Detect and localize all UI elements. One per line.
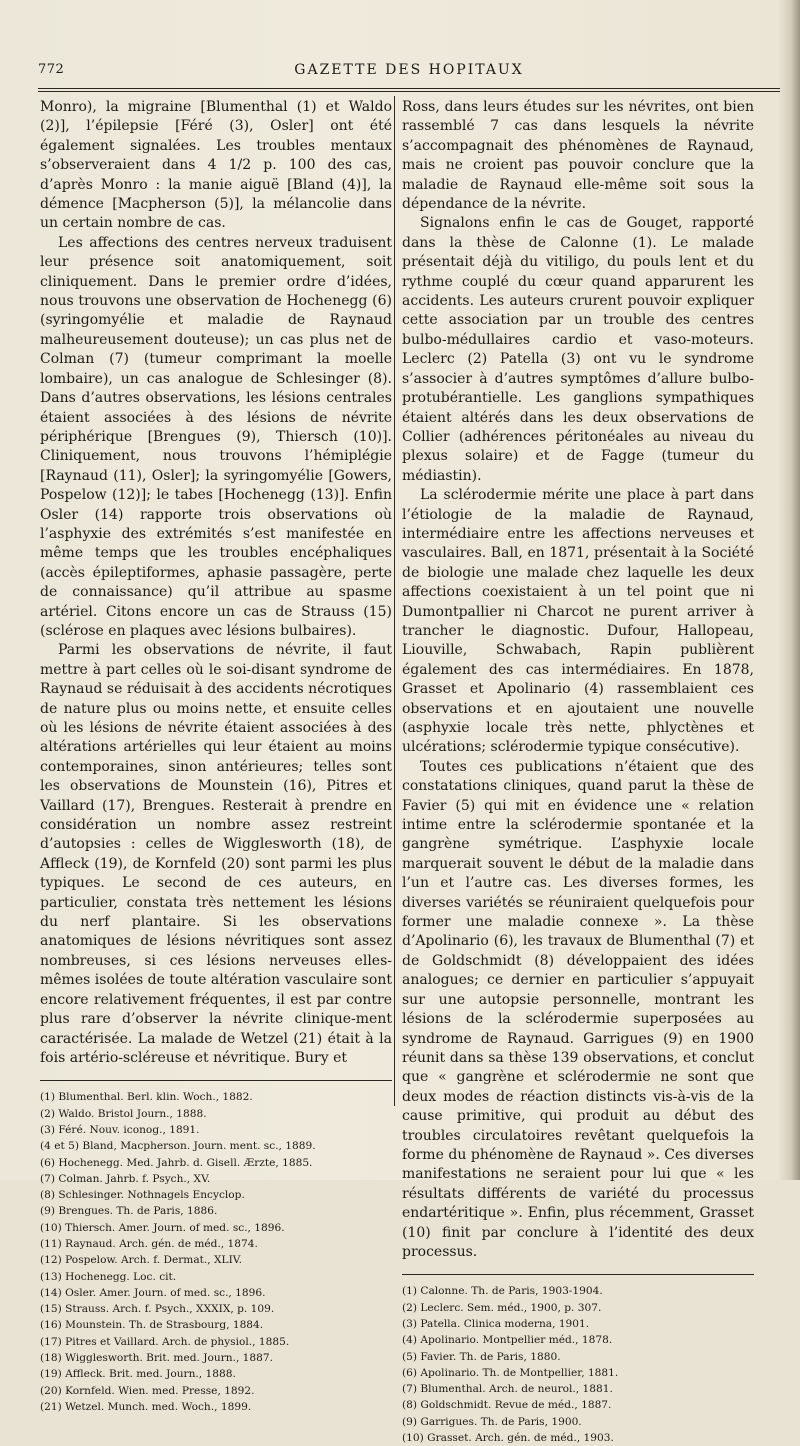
footnote: (8) Schlesinger. Nothnagels Encyclop. bbox=[40, 1189, 245, 1202]
footnote: (1) Blumenthal. Berl. klin. Woch., 1882. bbox=[40, 1091, 253, 1104]
footnote: (10) Thiersch. Amer. Journ. of med. sc., 1896. bbox=[40, 1221, 285, 1234]
footnote: (9) Garrigues. Th. de Paris, 1900. bbox=[402, 1415, 582, 1428]
footnote: (11) Raynaud. Arch. gén. de méd., 1874. bbox=[40, 1237, 258, 1250]
footnote: (14) Osler. Amer. Journ. of med. sc., 1896. bbox=[40, 1286, 266, 1299]
footnote: (13) Hochenegg. Loc. cit. bbox=[40, 1270, 177, 1283]
footnotes-right bbox=[402, 1283, 754, 1446]
footnote: (7) Colman. Jahrb. f. Psych., XV. bbox=[40, 1172, 211, 1185]
footnote: (19) Affleck. Brit. med. Journ., 1888. bbox=[40, 1368, 236, 1381]
footnote: (4) Apolinario. Montpellier méd., 1878. bbox=[402, 1334, 613, 1347]
footnote-rule bbox=[402, 1274, 754, 1275]
footnote-rule bbox=[40, 1080, 392, 1081]
column-divider bbox=[394, 96, 395, 1106]
right-column bbox=[402, 98, 754, 1446]
page-number: 772 bbox=[38, 62, 65, 77]
footnote: (3) Féré. Nouv. iconog., 1891. bbox=[40, 1123, 200, 1136]
footnote: (18) Wigglesworth. Brit. med. Journ., 1887. bbox=[40, 1352, 274, 1365]
footnote: (6) Hochenegg. Med. Jahrb. d. Gisell. Ærzte, 1885. bbox=[40, 1156, 313, 1169]
footnote: (6) Apolinario. Th. de Montpellier, 1881. bbox=[402, 1366, 619, 1379]
body-paragraph: Signalons enfin le cas de Gouget, rapporté dans la thèse de Calonne (1). Le malade présentait déjà du vitiligo, du pouls lent et du rythme couplé du cœur quand apparurent les accidents. Les auteurs crurent pouvoir expliquer cette association par un trouble des centres bulbo-médullaires cardio et vaso-moteurs. Leclerc (2) Patella (3) ont vu le syndrome s’associer à d’autres symptômes d’allure bulbo-protubérantielle. Les ganglions sympathiques étaient altérés dans les deux observations de Collier (adhérences péritonéales au niveau du plexus solaire) et de Fagge (tumeur du médiastin). bbox=[402, 215, 754, 484]
body-paragraph: Toutes ces publications n’étaient que des constatations cliniques, quand parut la thèse de Favier (5) qui mit en évidence une « relation intime entre la sclérodermie spontanée et la gangrène symétrique. L’asphyxie locale marquerait souvent le début de la maladie dans l’un et l’autre cas. Les diverses formes, les diverses variétés se réuniraient quelquefois pour former une maladie connexe ». La thèse d’Apolinario (6), les travaux de Blumenthal (7) et de Goldschmidt (8) développaient des idées analogues; ce dernier en particulier s’appuyait sur une autopsie personnelle, montrant les lésions de la sclérodermie superposées au syndrome de Raynaud. Garrigues (9) en 1900 réunit dans sa thèse 139 observations, et conclut que « gangrène et sclérodermie ne sont que deux modes de réaction distincts vis-à-vis de la cause primitive, qui produit au début des troubles circulatoires revêtant quelquefois la forme du phénomène de Raynaud ». Ces diverses manifestations ne seraient pour lui que « les résultats différents de variété du processus endartéritique ». Enfin, plus récemment, Grasset (10) finit par conclure à l’identité des deux processus. bbox=[402, 758, 754, 1260]
footnote: (2) Leclerc. Sem. méd., 1900, p. 307. bbox=[402, 1301, 602, 1314]
footnote: (12) Pospelow. Arch. f. Dermat., XLIV. bbox=[40, 1254, 242, 1267]
footnote: (16) Mounstein. Th. de Strasbourg, 1884. bbox=[40, 1319, 264, 1332]
footnote: (5) Favier. Th. de Paris, 1880. bbox=[402, 1350, 561, 1363]
footnote: (9) Brengues. Th. de Paris, 1886. bbox=[40, 1205, 218, 1218]
page-header bbox=[38, 62, 780, 86]
footnote: (21) Wetzel. Munch. med. Woch., 1899. bbox=[40, 1400, 252, 1413]
body-paragraph: La sclérodermie mérite une place à part dans l’étiologie de la maladie de Raynaud, intermédiaire entre les affections nerveuses et vasculaires. Ball, en 1871, présentait à la Société de biologie une malade chez laquelle les deux affections coexistaient à un tel point que ni Dumontpallier ni Charcot ne purent arriver à trancher le diagnostic. Dufour, Hallopeau, Liouville, Schwabach, Rapin publièrent également des cas intermédiaires. En 1878, Grasset et Apolinario (4) rassemblaient ces observations et en ajoutaient une nouvelle (asphyxie locale très nette, phlyctènes et ulcérations; sclérodermie typique consécutive). bbox=[402, 487, 754, 756]
body-paragraph: Les affections des centres nerveux traduisent leur présence soit anatomiquement, soit cliniquement. Dans le premier ordre d’idées, nous trouvons une observation de Hochenegg (6) (syringomyélie et maladie de Raynaud malheureusement douteuse); un cas plus net de Colman (7) (tumeur comprimant la moelle lombaire), un cas analogue de Schlesinger (8). Dans d’autres observations, les lésions centrales étaient associées à des lésions de névrite périphérique [Brengues (9), Thiersch (10)]. Cliniquement, nous trouvons l’hémiplégie [Raynaud (11), Osler]; la syringomyélie [Gowers, Pospelow (12)]; le tabes [Hochenegg (13)]. Enfin Osler (14) rapporte trois observations où l’asphyxie des extrémités s’est manifestée en même temps que les troubles encéphaliques (accès épileptiformes, aphasie passagère, perte de connaissance) qu’il attribue au spasme artériel. Citons encore un cas de Strauss (15) (sclérose en plaques avec lésions bulbaires). bbox=[40, 234, 392, 639]
footnote: (10) Grasset. Arch. gén. de méd., 1903. bbox=[402, 1432, 614, 1445]
body-paragraph: Ross, dans leurs études sur les névrites, ont bien rassemblé 7 cas dans lesquels la névrite s’accompagnait des phénomènes de Raynaud, mais ne croient pas pouvoir conclure que la maladie de Raynaud elle-même soit sous la dépendance de la névrite. bbox=[402, 99, 754, 213]
page-binding-shadow bbox=[778, 0, 800, 1180]
body-paragraph: Parmi les observations de névrite, il faut mettre à part celles où le soi-disant syndrome de Raynaud se réduisait à des accidents nécrotiques de nature plus ou moins nette, et ensuite celles où les lésions de névrite étaient associées à des altérations artérielles qui leur étaient au moins contemporaines, sinon antérieures; telles sont les observations de Mounstein (16), Pitres et Vaillard (17), Brengues. Resterait à prendre en considération un nombre assez restreint d’autopsies : celles de Wigglesworth (18), de Affleck (19), de Kornfeld (20) sont parmi les plus typiques. Le second de ces auteurs, en particulier, constata très nettement les lésions du nerf plantaire. Si les observations anatomiques de lésions névritiques sont assez nombreuses, si ces lésions nerveuses elles-mêmes isolées de toute altération vasculaire sont encore relativement fréquentes, il est par contre plus rare d’observer la névrite clinique-ment caractérisée. La malade de Wetzel (21) était à la fois artério-scléreuse et névritique. Bury et bbox=[40, 642, 392, 1066]
footnotes-left bbox=[40, 1089, 392, 1415]
footnote: (20) Kornfeld. Wien. med. Presse, 1892. bbox=[40, 1384, 255, 1397]
footnote: (17) Pitres et Vaillard. Arch. de physiol., 1885. bbox=[40, 1335, 290, 1348]
left-column bbox=[40, 98, 392, 1415]
footnote: (8) Goldschmidt. Revue de méd., 1887. bbox=[402, 1399, 612, 1412]
header-rule bbox=[38, 88, 780, 92]
journal-title: GAZETTE DES HOPITAUX bbox=[294, 62, 524, 78]
footnote: (4 et 5) Bland, Macpherson. Journ. ment. sc., 1889. bbox=[40, 1140, 316, 1153]
body-paragraph: Monro), la migraine [Blumenthal (1) et Waldo (2)], l’épilepsie [Féré (3), Osler] ont été également signalées. Les troubles mentaux s’observeraient dans 4 1/2 p. 100 des cas, d’après Monro : la manie aiguë [Bland (4)], la démence [Macpherson (5)], la mélancolie dans un certain nombre de cas. bbox=[40, 99, 392, 232]
footnote: (3) Patella. Clinica moderna, 1901. bbox=[402, 1317, 590, 1330]
footnote: (2) Waldo. Bristol Journ., 1888. bbox=[40, 1107, 207, 1120]
footnote: (7) Blumenthal. Arch. de neurol., 1881. bbox=[402, 1383, 613, 1396]
footnote: (15) Strauss. Arch. f. Psych., XXXIX, p. 109. bbox=[40, 1303, 275, 1316]
footnote: (1) Calonne. Th. de Paris, 1903-1904. bbox=[402, 1285, 603, 1298]
